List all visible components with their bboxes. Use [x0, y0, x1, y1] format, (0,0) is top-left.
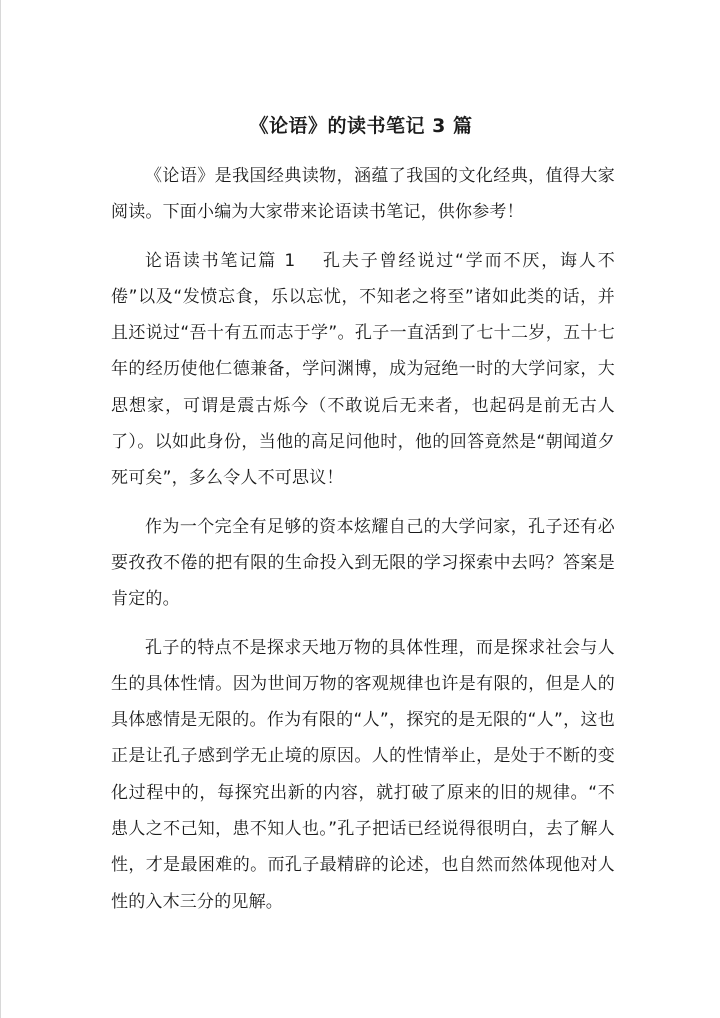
- document-body: [111, 158, 615, 932]
- section1-text: 孔夫子曾经说过“学而不厌，诲人不倦”以及“发愤忘食，乐以忘忧，不知老之将至”诸如此类的话，并且还说过“吾十有五而志于学”。孔子一直活到了七十二岁，五十七年的经历使他仁德兼备，学问渊博，成为冠绝一时的大学问家，大思想家，可谓是震古烁今（不敢说后无来者，也起码是前无古人了）。以如此身份，当他的高足问他时，他的回答竟然是“朝闻道夕死可矣”，多么令人不可思议！: [111, 250, 615, 489]
- section1-paragraph: [111, 243, 615, 497]
- paragraph-3: 孔子的特点不是探求天地万物的具体性理，而是探求社会与人生的具体性情。因为世间万物的客观规律也许是有限的，但是人的具体感情是无限的。作为有限的“人”，探究的是无限的“人”，这也正是让孔子感到学无止境的原因。人的性情举止，是处于不断的变化过程中的，每探究出新的内容，就打破了原来的旧的规律。“不患人之不己知，患不知人也。”孔子把话已经说得很明白，去了解人性，才是最困难的。而孔子最精辟的论述，也自然而然体现他对人性的入木三分的见解。: [111, 637, 615, 912]
- document-title: 《论语》的读书笔记 3 篇: [249, 115, 473, 137]
- paragraph-2: 作为一个完全有足够的资本炫耀自己的大学问家，孔子还有必要孜孜不倦的把有限的生命投入到无限的学习探索中去吗？答案是肯定的。: [111, 516, 615, 610]
- intro-paragraph: 《论语》是我国经典读物，涵蕴了我国的文化经典，值得大家阅读。下面小编为大家带来论语读书笔记，供你参考！: [111, 166, 615, 223]
- section1-heading: 论语读书笔记篇 1: [145, 250, 296, 271]
